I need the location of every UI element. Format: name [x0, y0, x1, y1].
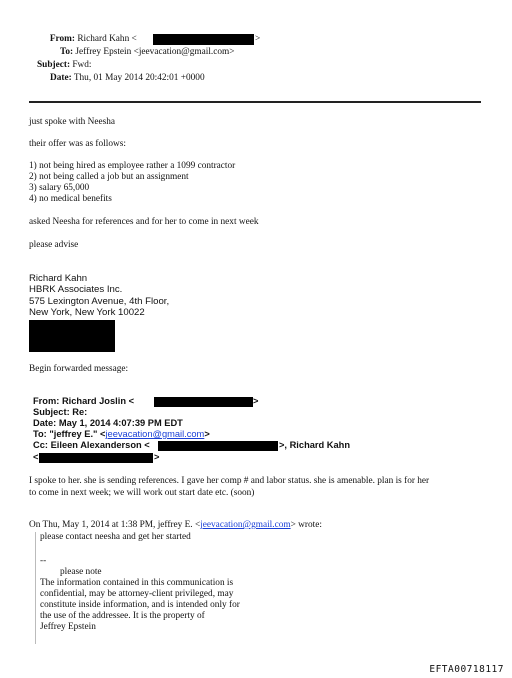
body-line-1: just spoke with Neesha — [29, 117, 115, 127]
fwd-cc-value: Eileen Alexanderson < — [50, 440, 150, 450]
quoted-note-line: confidential, may be attorney-client privileged, may — [40, 589, 234, 599]
redaction-box — [39, 453, 153, 463]
redaction-box — [154, 397, 253, 407]
quoted-note-line: Jeffrey Epstein — [40, 622, 96, 632]
list-item: 1) not being hired as employee rather a 1099 contractor — [29, 161, 236, 171]
header-from-label: From: — [49, 34, 75, 44]
quoted-intro-prefix: On Thu, May 1, 2014 at 1:38 PM, jeffrey E. < — [29, 520, 201, 530]
header-to — [60, 47, 234, 58]
quoted-intro — [29, 520, 322, 531]
fwd-from-tail: > — [253, 396, 259, 406]
fwd-to-email-link[interactable]: jeevacation@gmail.com — [105, 429, 205, 439]
fwd-to-label: To: — [33, 429, 47, 439]
signature-company: HBRK Associates Inc. — [29, 284, 123, 295]
fwd-date — [33, 418, 183, 429]
fwd-subject-label: Subject: — [33, 407, 70, 417]
header-divider — [29, 101, 481, 103]
forwarded-begin: Begin forwarded message: — [29, 364, 129, 374]
quoted-email-link[interactable]: jeevacation@gmail.com — [200, 520, 291, 530]
quoted-note-line: the use of the addressee. It is the property of — [40, 611, 205, 621]
fwd-from-label: From: — [33, 396, 60, 406]
list-item: 4) no medical benefits — [29, 194, 112, 204]
header-from — [47, 34, 137, 45]
bates-number: EFTA00718117 — [429, 664, 504, 675]
quoted-separator: -- — [40, 556, 47, 566]
header-subject-label: Subject: — [37, 60, 71, 70]
fwd-date-value: May 1, 2014 4:07:39 PM EDT — [58, 418, 183, 428]
fwd-to — [33, 429, 210, 440]
list-item: 3) salary 65,000 — [29, 183, 90, 193]
header-from-value: Richard Kahn < — [77, 34, 137, 44]
fwd-message-line-1: I spoke to her. she is sending references. I gave her comp # and labor status. she is amenable. plan is for her — [29, 476, 430, 486]
fwd-subject-value: Re: — [72, 407, 88, 417]
fwd-cc-label: Cc: — [33, 440, 48, 450]
header-to-label: To: — [60, 47, 74, 57]
fwd-cc — [33, 440, 150, 451]
fwd-to-tail: > — [204, 429, 210, 439]
header-date-value: Thu, 01 May 2014 20:42:01 +0000 — [73, 73, 205, 83]
quoted-note-line: The information contained in this communication is — [40, 578, 234, 588]
signature-address-2: New York, New York 10022 — [29, 307, 145, 318]
header-subject — [37, 60, 92, 71]
body-line-3: asked Neesha for references and for her to come in next week — [29, 217, 259, 227]
header-date-label: Date: — [50, 73, 72, 83]
redaction-box — [29, 320, 115, 352]
fwd-cc-line2-end: > — [154, 452, 160, 462]
fwd-from — [33, 396, 134, 407]
fwd-message-line-2: to come in next week; we will work out start date etc. (soon) — [29, 488, 255, 498]
quoted-intro-suffix: > wrote: — [290, 520, 322, 530]
quoted-note-line: constitute inside information, and is intended only for — [40, 600, 240, 610]
fwd-from-value: Richard Joslin < — [61, 396, 135, 406]
body-line-4: please advise — [29, 240, 79, 250]
list-item: 2) not being called a job but an assignment — [29, 172, 189, 182]
header-date — [50, 73, 205, 84]
quoted-line-1: please contact neesha and get her started — [40, 532, 191, 542]
quoted-note-title: please note — [60, 567, 102, 577]
header-subject-value: Fwd: — [72, 60, 92, 70]
fwd-cc-line2-start: < — [33, 452, 39, 462]
fwd-to-name: "jeffrey E." < — [49, 429, 106, 439]
header-to-value: Jeffrey Epstein <jeevacation@gmail.com> — [75, 47, 235, 57]
fwd-cc-tail: >, Richard Kahn — [279, 440, 351, 450]
fwd-date-label: Date: — [33, 418, 57, 428]
header-from-tail: > — [255, 34, 261, 44]
signature-address-1: 575 Lexington Avenue, 4th Floor, — [29, 296, 170, 307]
signature-name: Richard Kahn — [29, 273, 88, 284]
redaction-box — [158, 441, 278, 451]
quote-bar — [35, 532, 36, 644]
redaction-box — [153, 34, 254, 45]
body-line-2: their offer was as follows: — [29, 139, 126, 149]
fwd-subject — [33, 407, 87, 418]
